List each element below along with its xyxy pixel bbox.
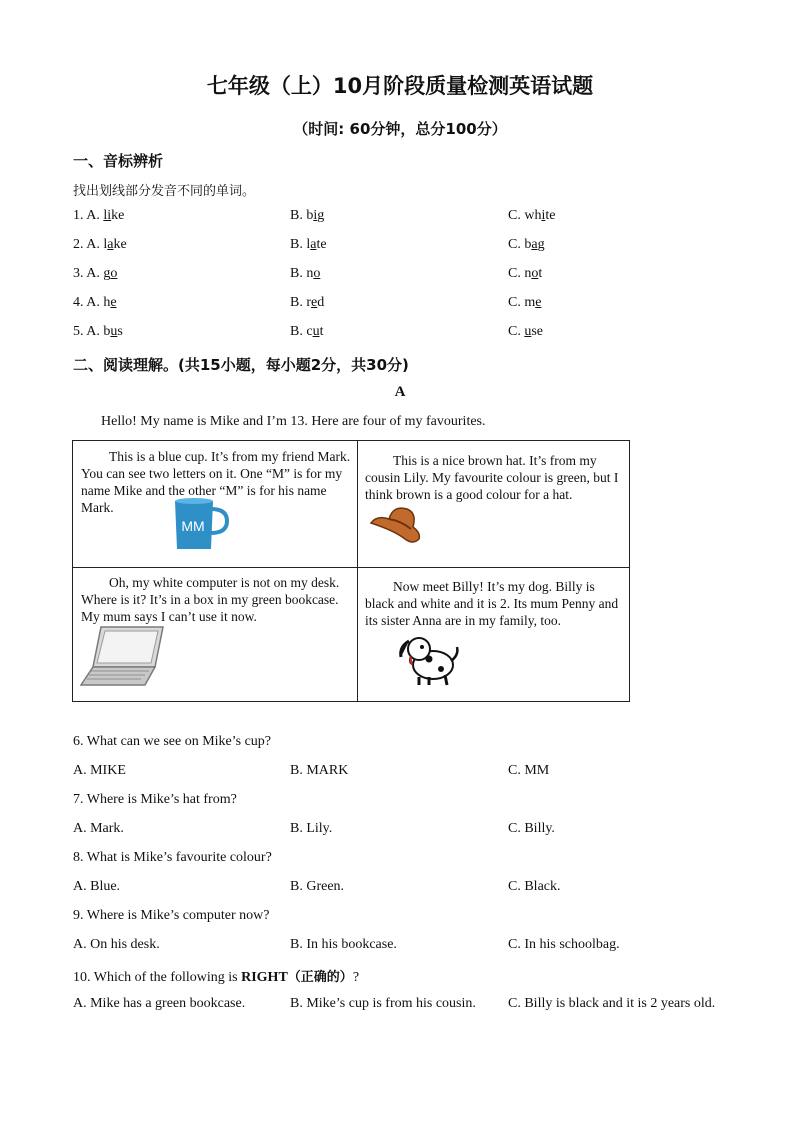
option-word: big — [306, 208, 325, 223]
laptop-icon — [79, 625, 165, 687]
page-subtitle: （时间: 60分钟，总分100分） — [293, 120, 507, 138]
option-a[interactable] — [73, 295, 117, 311]
answer-option-a[interactable]: A. MIKE — [73, 763, 126, 778]
hat-cell — [365, 452, 627, 503]
option-word: red — [306, 295, 325, 310]
option-word: white — [524, 208, 556, 223]
section-2-heading: 二、阅读理解。(共15小题，每小题2分，共30分) — [73, 356, 409, 374]
underlined-letters: e — [535, 295, 542, 310]
question-text: 6. What can we see on Mike’s cup? — [73, 734, 272, 749]
option-label: 4. A. — [73, 295, 104, 310]
option-b[interactable] — [290, 208, 324, 224]
underlined-letters: a — [107, 237, 114, 252]
question-text: 7. Where is Mike’s hat from? — [73, 792, 237, 807]
answer-options-row — [0, 996, 800, 1016]
option-word: use — [524, 324, 544, 339]
phonics-question-row — [0, 237, 800, 257]
option-word: go — [103, 266, 118, 281]
option-word: like — [103, 208, 125, 223]
answer-option-b[interactable]: B. MARK — [290, 763, 349, 778]
dog-icon — [389, 631, 461, 687]
underlined-letters: u — [524, 324, 532, 339]
answer-option-c[interactable]: C. MM — [508, 763, 550, 778]
option-b[interactable] — [290, 295, 324, 311]
section-1-instruction: 找出划线部分发音不同的单词。 — [73, 184, 256, 199]
question-keyword: RIGHT — [241, 970, 288, 985]
option-c[interactable] — [508, 324, 543, 340]
option-word: he — [103, 295, 117, 310]
underlined-letters: u — [312, 324, 320, 339]
option-b[interactable] — [290, 237, 327, 253]
option-c[interactable] — [508, 208, 555, 224]
option-label: C. — [508, 237, 525, 252]
answer-option-b[interactable]: B. Lily. — [290, 821, 333, 836]
option-label: B. — [290, 208, 307, 223]
option-label: 2. A. — [73, 237, 104, 252]
option-a[interactable] — [73, 324, 123, 340]
answer-options-row — [0, 937, 800, 957]
option-c[interactable] — [508, 295, 541, 311]
option-c[interactable] — [508, 237, 545, 253]
option-a[interactable] — [73, 237, 127, 253]
answer-option-c[interactable]: C. Black. — [508, 879, 561, 894]
underlined-letters: a — [531, 237, 538, 252]
option-label: C. — [508, 208, 525, 223]
passage-label: A — [394, 384, 406, 400]
option-word: cut — [306, 324, 324, 339]
answer-option-a[interactable]: A. Mike has a green bookcase. — [73, 996, 246, 1011]
option-word: bag — [524, 237, 545, 252]
table-divider-vertical — [357, 441, 358, 701]
option-label: 1. A. — [73, 208, 104, 223]
underlined-letters: u — [110, 324, 118, 339]
underlined-letters: li — [103, 208, 112, 223]
option-label: B. — [290, 266, 307, 281]
option-b[interactable] — [290, 324, 323, 340]
option-label: 5. A. — [73, 324, 104, 339]
answer-option-b[interactable]: B. Mike’s cup is from his cousin. — [290, 996, 476, 1011]
underlined-letters: e — [110, 295, 117, 310]
question-text: 9. Where is Mike’s computer now? — [73, 908, 270, 923]
underlined-letters: o — [313, 266, 321, 281]
underlined-letters: o — [531, 266, 539, 281]
phonics-question-row — [0, 266, 800, 286]
option-label: B. — [290, 324, 307, 339]
hat-text: This is a nice brown hat. It’s from my cousin Lily. My favourite colour is green, but I think brown is a good colour for a hat. — [365, 453, 619, 502]
option-label: B. — [290, 237, 307, 252]
option-a[interactable] — [73, 266, 117, 282]
answer-option-a[interactable]: A. On his desk. — [73, 937, 160, 952]
option-label: 3. A. — [73, 266, 104, 281]
option-label: C. — [508, 324, 525, 339]
blue-cup-icon — [171, 495, 229, 553]
computer-text: Oh, my white computer is not on my desk. Where is it? It’s in a box in my green bookcase. My mum says I can’t use it now. — [81, 575, 340, 624]
option-word: no — [306, 266, 321, 281]
question-text: 8. What is Mike’s favourite colour? — [73, 850, 272, 865]
page-title: 七年级（上）10月阶段质量检测英语试题 — [206, 74, 594, 98]
phonics-question-row — [0, 208, 800, 228]
question-text: 10. Which of the following is RIGHT（正确的）? — [73, 970, 360, 985]
brown-hat-icon — [367, 501, 423, 547]
option-label: C. — [508, 266, 525, 281]
option-word: not — [524, 266, 543, 281]
option-c[interactable] — [508, 266, 542, 282]
answer-option-c[interactable]: C. Billy. — [508, 821, 555, 836]
option-label: C. — [508, 295, 525, 310]
option-word: lake — [103, 237, 127, 252]
answer-option-a[interactable]: A. Blue. — [73, 879, 121, 894]
underlined-letters: e — [311, 295, 318, 310]
underlined-letters: a — [310, 237, 317, 252]
answer-option-c[interactable]: C. In his schoolbag. — [508, 937, 620, 952]
dog-cell — [365, 578, 627, 629]
option-b[interactable] — [290, 266, 320, 282]
answer-option-c[interactable]: C. Billy is black and it is 2 years old. — [508, 996, 716, 1011]
underlined-letters: i — [313, 208, 318, 223]
answer-options-row — [0, 763, 800, 783]
passage-intro: Hello! My name is Mike and I’m 13. Here are four of my favourites. — [101, 414, 486, 429]
option-word: late — [306, 237, 327, 252]
answer-options-row — [0, 879, 800, 899]
option-a[interactable] — [73, 208, 124, 224]
option-word: bus — [103, 324, 123, 339]
phonics-question-row — [0, 295, 800, 315]
cup-letters: MM — [181, 518, 205, 534]
option-word: me — [524, 295, 542, 310]
answer-options-row — [0, 821, 800, 841]
option-label: B. — [290, 295, 307, 310]
underlined-letters: o — [110, 266, 118, 281]
phonics-question-row — [0, 324, 800, 344]
answer-option-a[interactable]: A. Mark. — [73, 821, 124, 836]
answer-option-b[interactable]: B. In his bookcase. — [290, 937, 397, 952]
computer-cell — [81, 574, 351, 625]
cup-text: This is a blue cup. It’s from my friend Mark. You can see two letters on it. One “M” is for my name Mike and the other “M” is for his name Mark. — [81, 449, 351, 515]
dog-text: Now meet Billy! It’s my dog. Billy is black and white and it is 2. Its mum Penny and its sister Anna are in my family, too. — [365, 579, 619, 628]
favourites-table — [72, 440, 630, 702]
table-divider-horizontal — [73, 567, 629, 568]
answer-option-b[interactable]: B. Green. — [290, 879, 345, 894]
underlined-letters: i — [541, 208, 546, 223]
section-1-heading: 一、音标辨析 — [73, 152, 164, 170]
